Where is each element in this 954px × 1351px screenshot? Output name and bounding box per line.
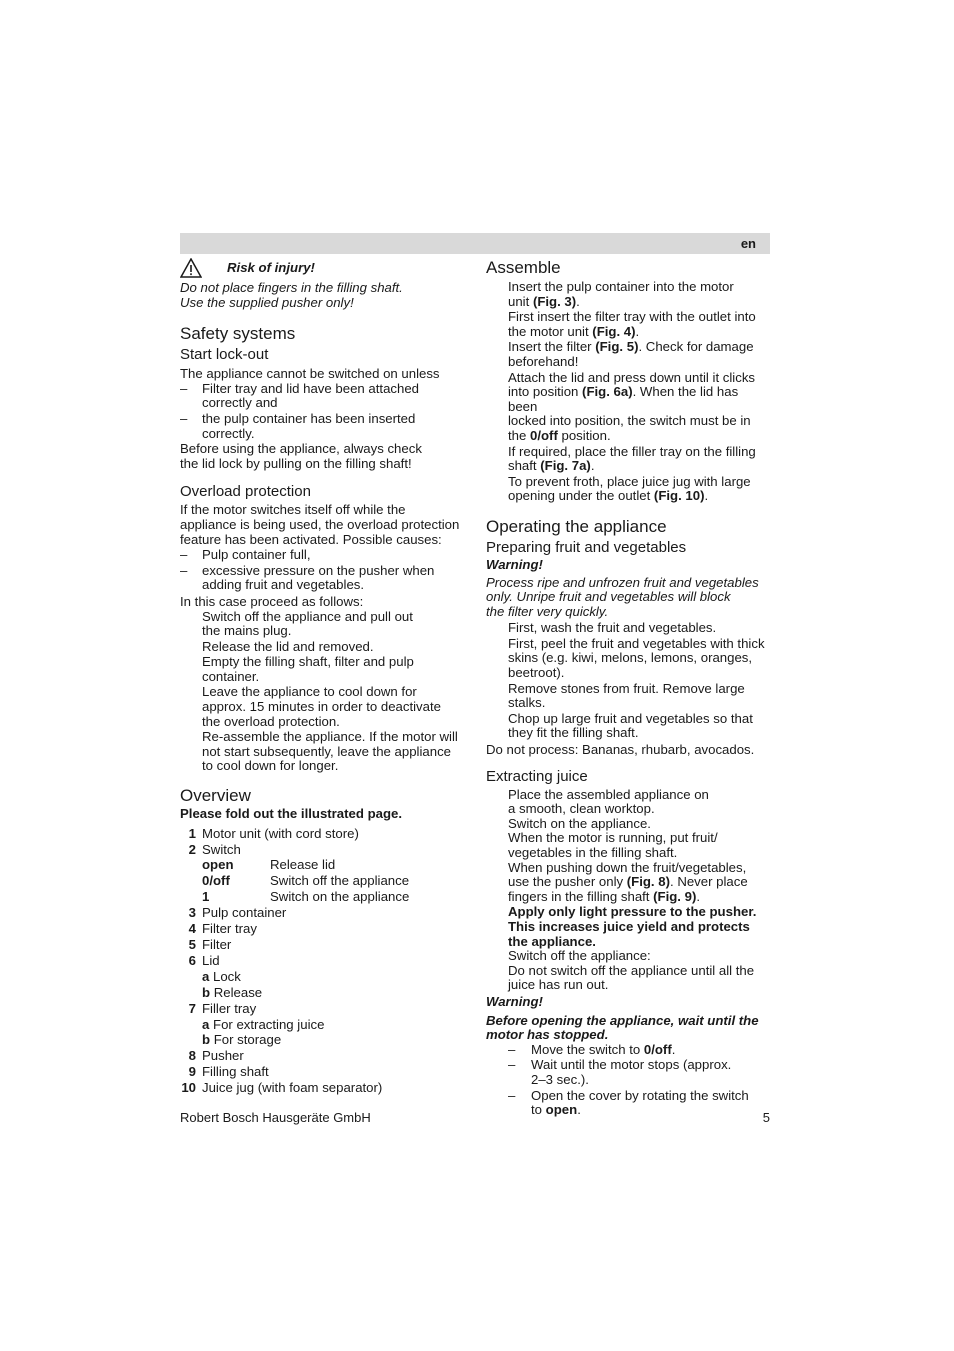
list-item: 7 Filler tray bbox=[188, 1000, 257, 1016]
right-column bbox=[486, 258, 770, 1118]
preparing-heading: Preparing fruit and vegetables bbox=[486, 538, 687, 556]
do-not-process: Do not process: Bananas, rhubarb, avocados. bbox=[486, 742, 755, 758]
sub-item: a For extracting juice bbox=[202, 1016, 325, 1032]
risk-line: Do not place fingers in the filling shaft. bbox=[180, 280, 403, 295]
step-item: Chop up large fruit and vegetables so that they fit the filling shaft. bbox=[508, 710, 753, 741]
step-item: To prevent froth, place juice jug with large opening under the outlet (Fig. 10). bbox=[508, 473, 751, 504]
assemble-heading: Assemble bbox=[486, 258, 561, 277]
risk-line: Use the supplied pusher only! bbox=[180, 294, 354, 310]
operating-heading: Operating the appliance bbox=[486, 516, 667, 536]
warning-triangle-icon bbox=[180, 258, 202, 278]
list-item: – Wait until the motor stops (approx. 2–3 sec.). bbox=[486, 1058, 770, 1087]
step-item: Switch off the appliance and pull out the mains plug. bbox=[202, 608, 413, 639]
language-code: en bbox=[740, 236, 756, 251]
extracting-heading: Extracting juice bbox=[486, 767, 588, 785]
step-item: Apply only light pressure to the pusher. This increases juice yield and protects the appliance. bbox=[508, 904, 757, 949]
step-item: First, wash the fruit and vegetables. bbox=[508, 620, 717, 636]
warning2-label: Warning! bbox=[486, 993, 543, 1009]
proceed-intro: In this case proceed as follows: bbox=[180, 593, 364, 609]
overload-protection-heading: Overload protection bbox=[180, 483, 311, 501]
safety-systems-heading: Safety systems bbox=[180, 324, 296, 344]
list-item: 10 Juice jug (with foam separator) bbox=[181, 1080, 383, 1096]
list-item: 5 Filter bbox=[188, 936, 232, 952]
page-number: 5 bbox=[762, 1110, 770, 1125]
warning2-text: Before opening the appliance, wait until the motor has stopped. bbox=[486, 1012, 759, 1043]
sub-item: a Lock bbox=[202, 968, 241, 984]
overview-heading: Overview bbox=[180, 786, 251, 806]
warning-text: Process ripe and unfrozen fruit and vegetables only. Unripe fruit and vegetables will block the filter very quickly. bbox=[486, 574, 759, 619]
step-item: Re-assemble the appliance. If the motor will not start subsequently, leave the appliance to cool down for longer. bbox=[202, 729, 458, 774]
lockout-intro: The appliance cannot be switched on unless bbox=[180, 366, 440, 382]
list-item: – Filter tray and lid have been attached correctly and bbox=[180, 382, 470, 411]
list-item: 2 Switch bbox=[188, 841, 241, 857]
risk-warning bbox=[180, 258, 470, 310]
list-item: – excessive pressure on the pusher when adding fruit and vegetables. bbox=[180, 564, 470, 593]
list-item: 8 Pusher bbox=[188, 1048, 244, 1064]
step-item: Empty the filling shaft, filter and pulp container. bbox=[202, 654, 414, 684]
overload-intro: If the motor switches itself off while the appliance is being used, the overload protection feature has been activated. Possible causes: bbox=[180, 502, 460, 547]
list-item: 4 Filter tray bbox=[188, 921, 257, 937]
step-item: Switch off the appliance: Do not switch off the appliance until all the juice has run out. bbox=[508, 948, 755, 993]
step-item: Attach the lid and press down until it clicks into position (Fig. 6a). When the lid has been locked into position, the switch must be in the 0/off position. bbox=[508, 369, 756, 443]
header-bar bbox=[180, 233, 770, 254]
step-item: If required, place the filler tray on the filling shaft (Fig. 7a). bbox=[508, 443, 756, 474]
list-item: – Open the cover by rotating the switch to open. bbox=[486, 1089, 770, 1118]
step-item: Insert the pulp container into the motor unit (Fig. 3). bbox=[508, 279, 734, 309]
step-item: Release the lid and removed. bbox=[202, 638, 374, 654]
list-item: 1 Motor unit (with cord store) bbox=[188, 825, 359, 841]
list-item: 9 Filling shaft bbox=[188, 1064, 269, 1080]
switch-mode: open Release lid bbox=[202, 857, 336, 873]
step-item: First, peel the fruit and vegetables with thick skins (e.g. kiwi, melons, lemons, oranges, beetroot). bbox=[508, 635, 765, 681]
step-item: Remove stones from fruit. Remove large stalks. bbox=[508, 680, 745, 711]
switch-mode: 0/off Switch off the appliance bbox=[202, 873, 410, 889]
step-item: Leave the appliance to cool down for approx. 15 minutes in order to deactivate the overload protection. bbox=[202, 684, 441, 729]
overview-note: Please fold out the illustrated page. bbox=[180, 806, 403, 822]
step-item: Insert the filter (Fig. 5). Check for damage beforehand! bbox=[508, 339, 754, 369]
list-item: 3 Pulp container bbox=[188, 905, 287, 921]
footer-company: Robert Bosch Hausgeräte GmbH bbox=[180, 1110, 371, 1125]
list-item: – Pulp container full, bbox=[180, 548, 470, 563]
step-item: First insert the filter tray with the outlet into the motor unit (Fig. 4). bbox=[508, 309, 756, 339]
left-column bbox=[180, 258, 470, 1096]
lockout-outro: Before using the appliance, always check the lid lock by pulling on the filling shaft! bbox=[180, 441, 422, 471]
step-item: When the motor is running, put fruit/ vegetables in the filling shaft. bbox=[508, 830, 718, 860]
sub-item: b For storage bbox=[202, 1032, 282, 1048]
sub-item: b Release bbox=[202, 984, 263, 1000]
switch-mode: 1 Switch on the appliance bbox=[202, 889, 410, 905]
list-item: – Move the switch to 0/off. bbox=[486, 1043, 770, 1058]
risk-title: Risk of injury! bbox=[227, 259, 315, 275]
start-lockout-heading: Start lock-out bbox=[180, 346, 269, 364]
step-item: When pushing down the fruit/vegetables, use the pusher only (Fig. 8). Never place fingers in the filling shaft (Fig. 9). bbox=[508, 859, 748, 904]
parts-list bbox=[180, 826, 470, 1096]
step-item: Switch on the appliance. bbox=[508, 815, 651, 831]
list-item: – the pulp container has been inserted correctly. bbox=[180, 412, 470, 441]
warning-label: Warning! bbox=[486, 556, 543, 572]
list-item: 6 Lid bbox=[188, 952, 220, 968]
step-item: Place the assembled appliance on a smooth, clean worktop. bbox=[508, 786, 709, 817]
